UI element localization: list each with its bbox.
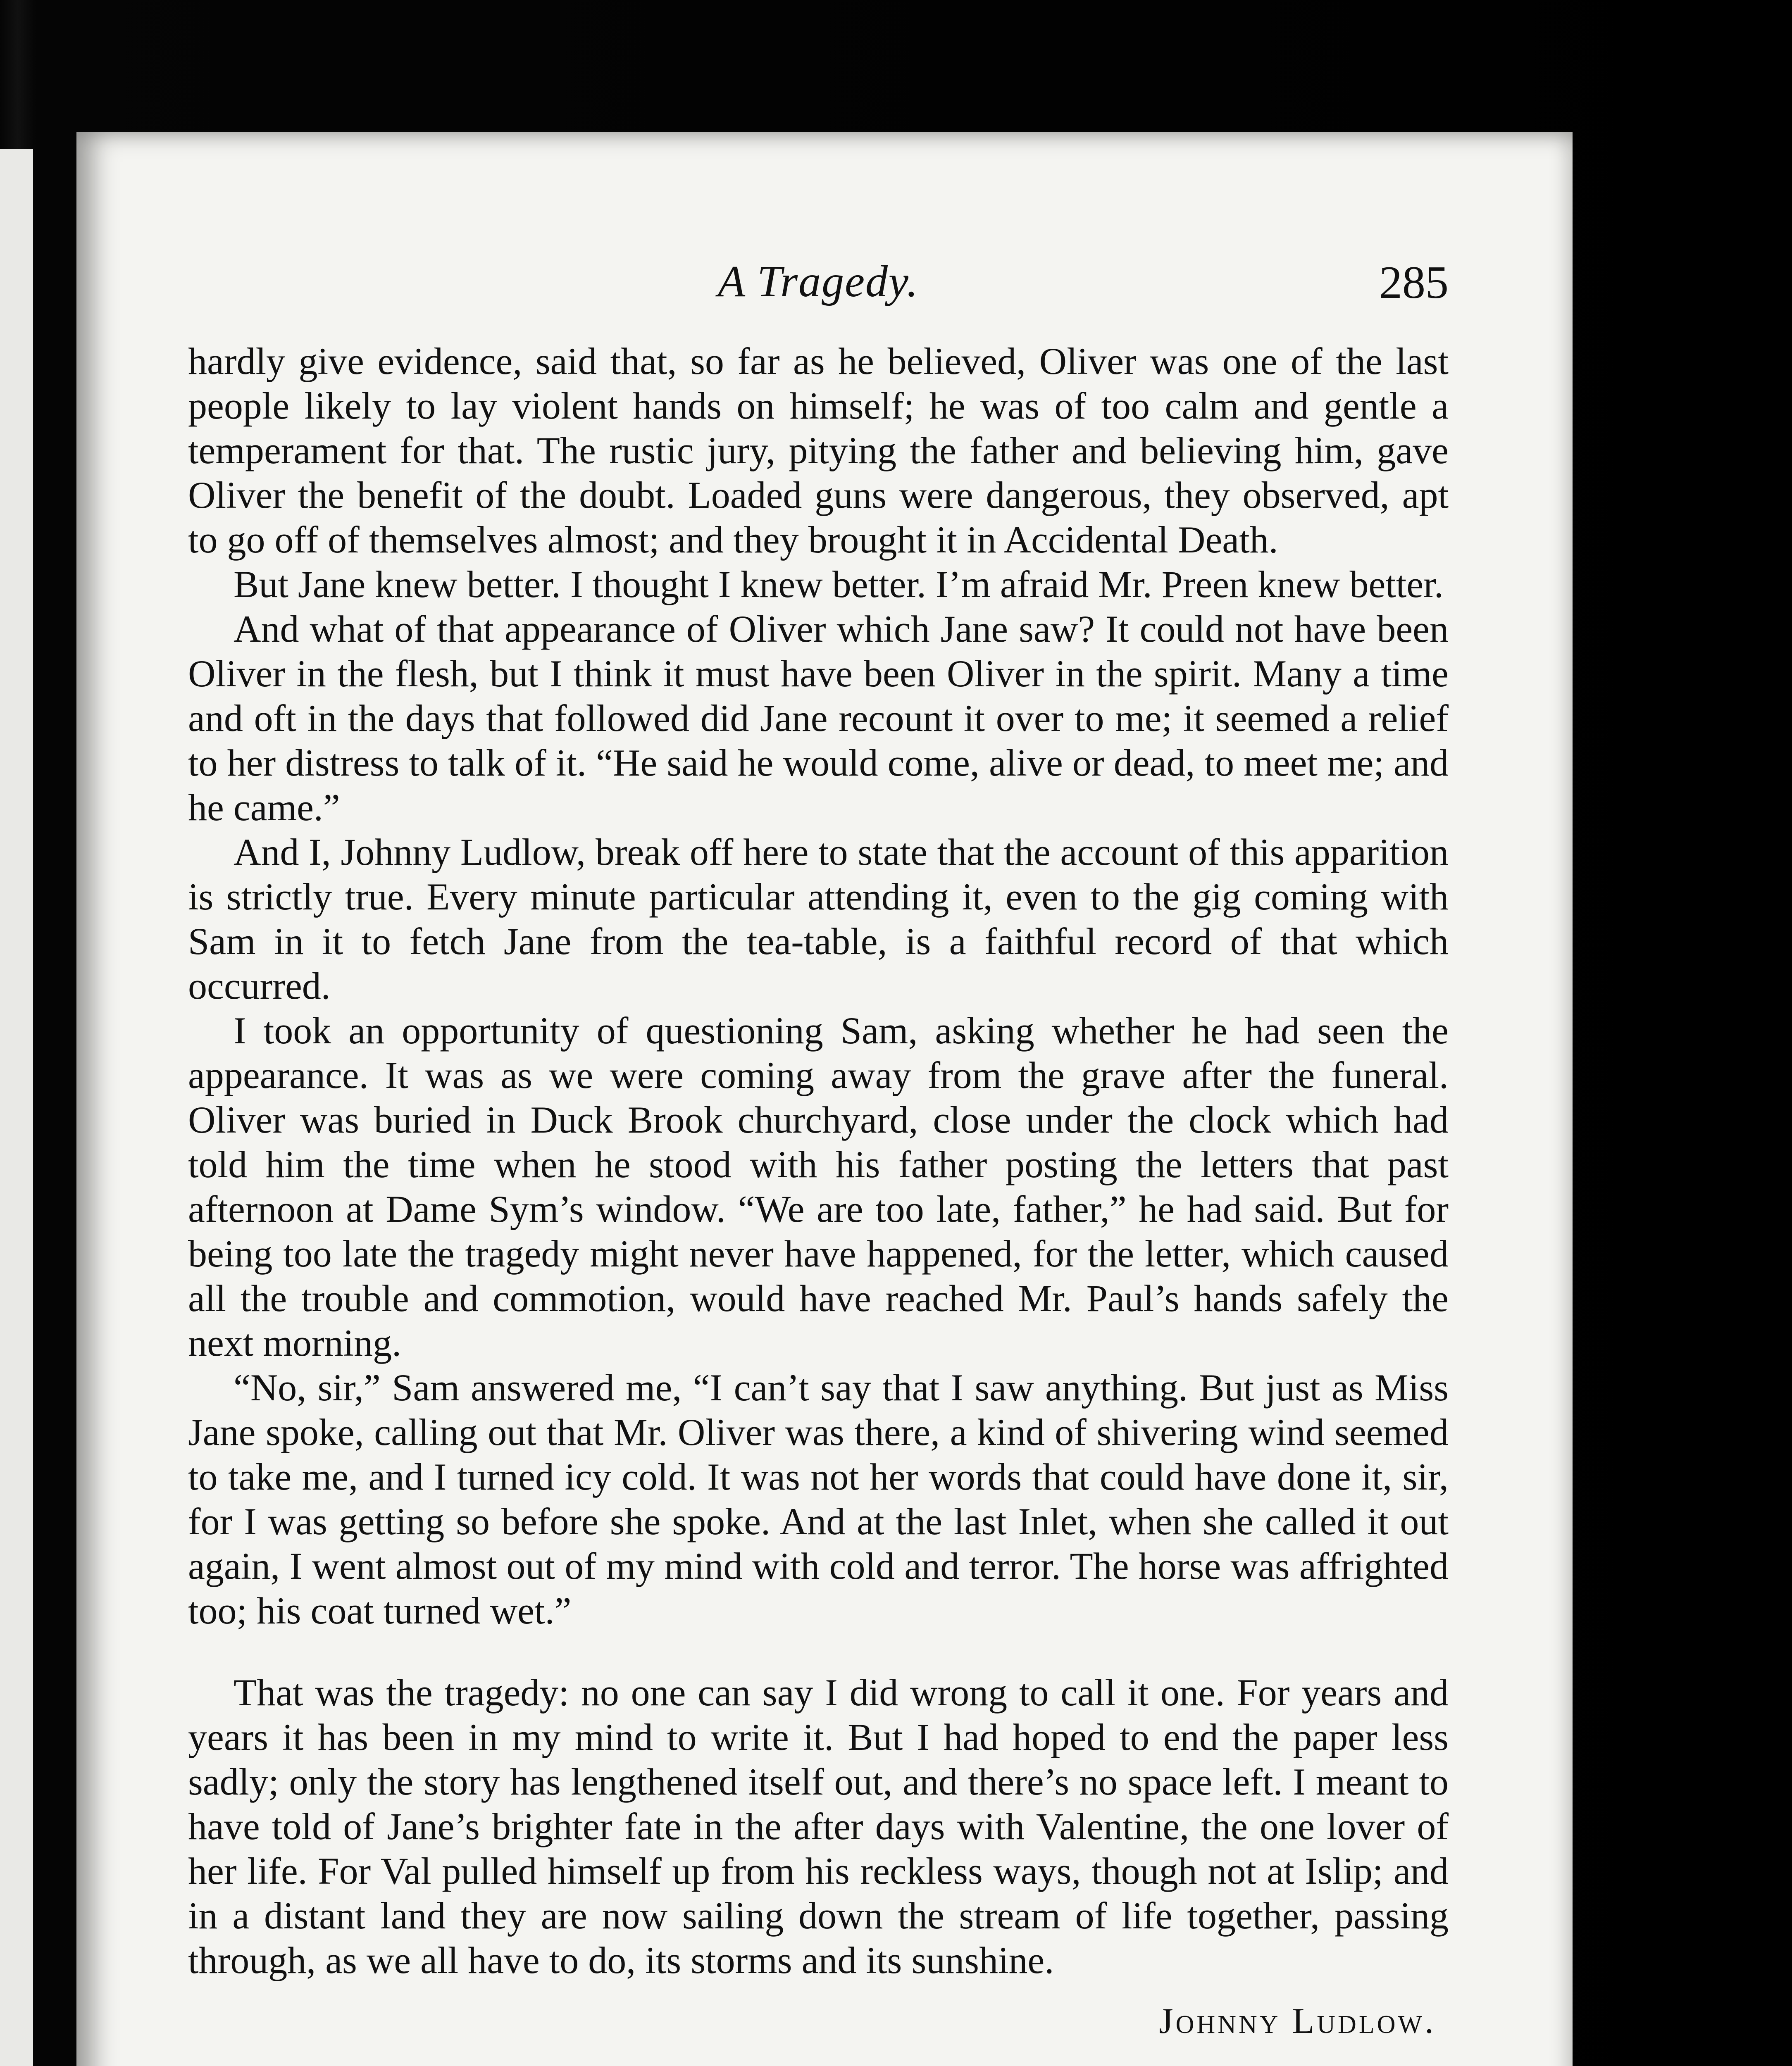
paragraph-3: And what of that appearance of Oliver which Jane saw? It could not have been Oliver in the flesh, but I think it must have been Oliver in the spirit. Many a time and oft in the days that followed did Jane recount it over to me; it seemed a relief to her distress to talk of it. “He said he would come, alive or dead, to meet me; and he came.” [188,608,1449,828]
paragraph-6: “No, sir,” Sam answered me, “I can’t say that I saw anything. But just as Miss Jane spoke, calling out that Mr. Oliver was there, a kind of shivering wind seemed to take me, and I turned icy cold. It was not her words that could have done it, sir, for I was getting so before she spoke. And at the last Inlet, when she called it out again, I went almost out of my mind with cold and terror. The horse was affrighted too; his coat turned wet.” [188,1366,1449,1632]
paragraph-2: But Jane knew better. I thought I knew better. I’m afraid Mr. Preen knew better. [234,563,1444,605]
page-header [188,256,1449,322]
section-break [188,1633,1449,1670]
page-number: 285 [1379,257,1449,308]
running-title: A Tragedy. [717,257,919,306]
paragraph-4: And I, Johnny Ludlow, break off here to state that the account of this apparition is strictly true. Every minute particular attending it, even to the gig coming with Sam in it to fetch Jane from the tea-table, is a faithful record of that which occurred. [188,831,1449,1007]
paragraph-5: I took an opportunity of questioning Sam, asking whether he had seen the appearance. It was as we were coming away from the grave after the funeral. Oliver was buried in Duck Brook churchyard, close under the clock which had told him the time when he stood with his father posting the letters that past afternoon at Dame Sym’s window. “We are too late, father,” he had said. But for being too late the tragedy might never have happened, for the letter, which caused all the trouble and commotion, would have reached Mr. Paul’s hands safely the next morning. [188,1009,1449,1364]
paragraph-7: That was the tragedy: no one can say I did wrong to call it one. For years and years it has been in my mind to write it. But I had hoped to end the paper less sadly; only the story has lengthened itself out, and there’s no space left. I meant to have told of Jane’s brighter fate in the after days with Valentine, the one lover of her life. For Val pulled himself up from his reckless ways, though not at Islip; and in a distant land they are now sailing down the stream of life together, passing through, as we all have to do, its storms and its sunshine. [188,1671,1449,1981]
author-signature: Johnny Ludlow. [1159,2001,1436,2041]
book-page [76,132,1573,2066]
facing-page-edge [0,149,33,2066]
body-text [188,339,1449,2044]
paragraph-1: hardly give evidence, said that, so far as he believed, Oliver was one of the last people likely to lay violent hands on himself; he was of too calm and gentle a temperament for that. The rustic jury, pitying the father and believing him, gave Oliver the benefit of the doubt. Loaded guns were dangerous, they observed, apt to go off of themselves almost; and they brought it in Accidental Death. [188,340,1449,561]
